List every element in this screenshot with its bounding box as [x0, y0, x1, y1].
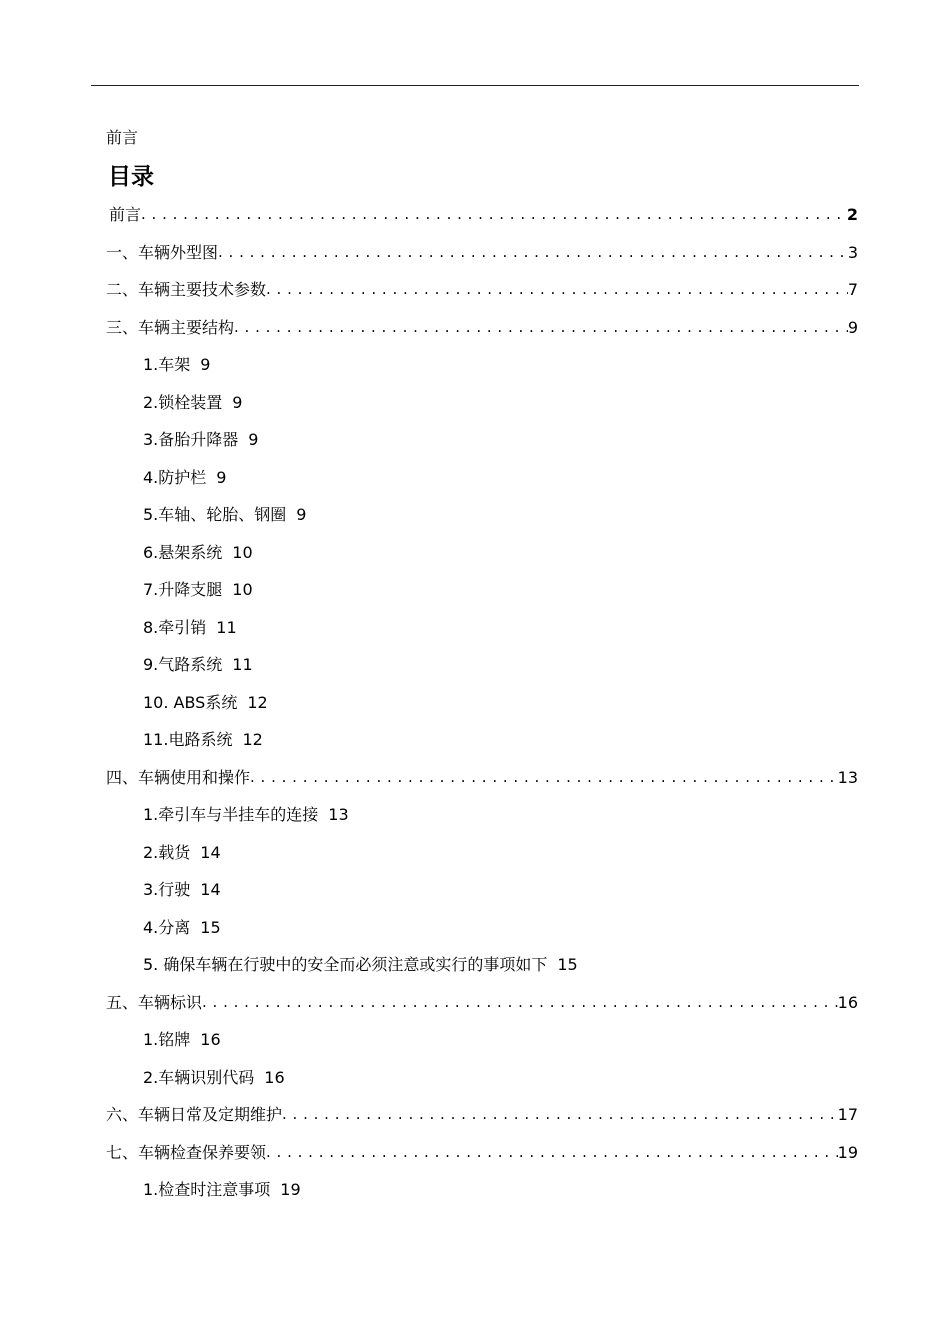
toc-entry-title: 七、车辆检查保养要领	[106, 1142, 267, 1162]
toc-entry[interactable]	[106, 271, 858, 309]
toc-entry-title: 三、车辆主要结构	[106, 317, 235, 337]
toc-entry[interactable]	[106, 1096, 858, 1134]
toc-page-number: 10	[232, 542, 253, 562]
toc-entry-title: 四、车辆使用和操作	[106, 767, 251, 787]
toc-subentry[interactable]	[106, 796, 858, 834]
toc-page-number: 12	[247, 692, 268, 712]
toc-subentry[interactable]	[106, 609, 858, 647]
toc-entry-title: 4.防护栏	[143, 467, 207, 487]
toc-entry-title: 2.车辆识别代码	[143, 1067, 255, 1087]
toc-subentry[interactable]	[106, 946, 858, 984]
toc-entry-title: 一、车辆外型图	[106, 242, 219, 262]
toc-entry-title: 7.升降支腿	[143, 580, 223, 599]
toc-subentry[interactable]	[106, 646, 858, 684]
toc-subentry[interactable]	[106, 459, 858, 497]
toc-page-number: 13	[328, 805, 349, 824]
toc-subentry[interactable]	[106, 721, 858, 759]
toc-page-number: 15	[557, 955, 578, 974]
toc-leader-dots	[141, 196, 847, 234]
toc-page-number: 11	[232, 655, 253, 674]
toc-page-number: 16	[200, 1030, 221, 1049]
toc-subentry[interactable]	[106, 684, 858, 722]
toc-page-number: 16	[264, 1067, 285, 1087]
toc-entry[interactable]	[106, 196, 858, 234]
toc-entry-title: 1.车架	[143, 355, 191, 374]
toc-entry[interactable]	[106, 309, 858, 347]
toc-leader-dots	[266, 1134, 838, 1172]
toc-entry[interactable]	[106, 759, 858, 797]
toc-entry-title: 1.牵引车与半挂车的连接	[143, 805, 319, 824]
toc-leader-dots	[282, 1096, 838, 1134]
toc-entry-title: 六、车辆日常及定期维护	[106, 1105, 283, 1124]
toc-entry-title: 五、车辆标识	[106, 992, 203, 1012]
toc-entry-title: 6.悬架系统	[143, 542, 223, 562]
toc-page-number: 14	[200, 880, 221, 899]
toc-subentry[interactable]	[106, 496, 858, 534]
toc-entry-title: 1.检查时注意事项	[143, 1180, 271, 1199]
toc-leader-dots	[234, 309, 848, 347]
toc-entry-title: 1.铭牌	[143, 1030, 191, 1049]
toc-title: 目录	[108, 164, 154, 190]
toc-entry-title: 二、车辆主要技术参数	[106, 280, 267, 299]
toc-entry-title: 2.锁栓装置	[143, 392, 223, 412]
toc-entry-title: 4.分离	[143, 917, 191, 937]
toc-entry-title: 3.备胎升降器	[143, 430, 239, 449]
toc-page-number: 3	[847, 242, 858, 262]
toc-page-number: 9	[248, 430, 259, 449]
toc-page-number: 19	[837, 1142, 858, 1162]
toc-entry[interactable]	[106, 234, 858, 272]
toc-page-number: 2	[846, 205, 858, 224]
toc-subentry[interactable]	[106, 1059, 858, 1097]
toc-subentry[interactable]	[106, 346, 858, 384]
toc-subentry[interactable]	[106, 1021, 858, 1059]
header-rule	[91, 85, 859, 86]
toc-leader-dots	[202, 984, 838, 1022]
toc-page-number: 17	[837, 1105, 858, 1124]
toc-entry-title: 9.气路系统	[143, 655, 223, 674]
toc-entry[interactable]	[106, 984, 858, 1022]
toc-page-number: 14	[200, 842, 221, 862]
toc-leader-dots	[250, 759, 838, 797]
toc-page-number: 13	[837, 767, 858, 787]
toc-subentry[interactable]	[106, 421, 858, 459]
toc-leader-dots	[218, 234, 848, 272]
toc-entry-title: 前言	[109, 205, 142, 224]
toc-page-number: 16	[837, 992, 858, 1012]
toc-page-number: 15	[200, 917, 221, 937]
toc-page-number: 10	[232, 580, 253, 599]
toc-page-number: 9	[232, 392, 243, 412]
toc-subentry[interactable]	[106, 534, 858, 572]
toc-page-number: 19	[280, 1180, 301, 1199]
toc-page-number: 9	[847, 317, 858, 337]
toc-subentry[interactable]	[106, 384, 858, 422]
preface-label: 前言	[106, 128, 139, 147]
toc-entry-title: 8.牵引销	[143, 617, 207, 637]
toc-entry-title: 11.电路系统	[143, 730, 233, 749]
toc-subentry[interactable]	[106, 1171, 858, 1209]
table-of-contents	[106, 196, 858, 1209]
toc-page-number: 9	[200, 355, 211, 374]
toc-page-number: 7	[847, 280, 858, 299]
toc-entry-title: 2.载货	[143, 842, 191, 862]
toc-entry-title: 3.行驶	[143, 880, 191, 899]
toc-subentry[interactable]	[106, 909, 858, 947]
toc-entry[interactable]	[106, 1134, 858, 1172]
toc-page-number: 12	[242, 730, 263, 749]
toc-entry-title: 5. 确保车辆在行驶中的安全而必须注意或实行的事项如下	[143, 955, 548, 974]
toc-subentry[interactable]	[106, 871, 858, 909]
toc-leader-dots	[266, 271, 848, 309]
toc-page-number: 9	[216, 467, 227, 487]
toc-page-number: 9	[296, 505, 307, 524]
toc-subentry[interactable]	[106, 571, 858, 609]
toc-page-number: 11	[216, 617, 237, 637]
toc-entry-title: 10. ABS系统	[143, 692, 238, 712]
toc-entry-title: 5.车轴、轮胎、钢圈	[143, 505, 287, 524]
toc-subentry[interactable]	[106, 834, 858, 872]
